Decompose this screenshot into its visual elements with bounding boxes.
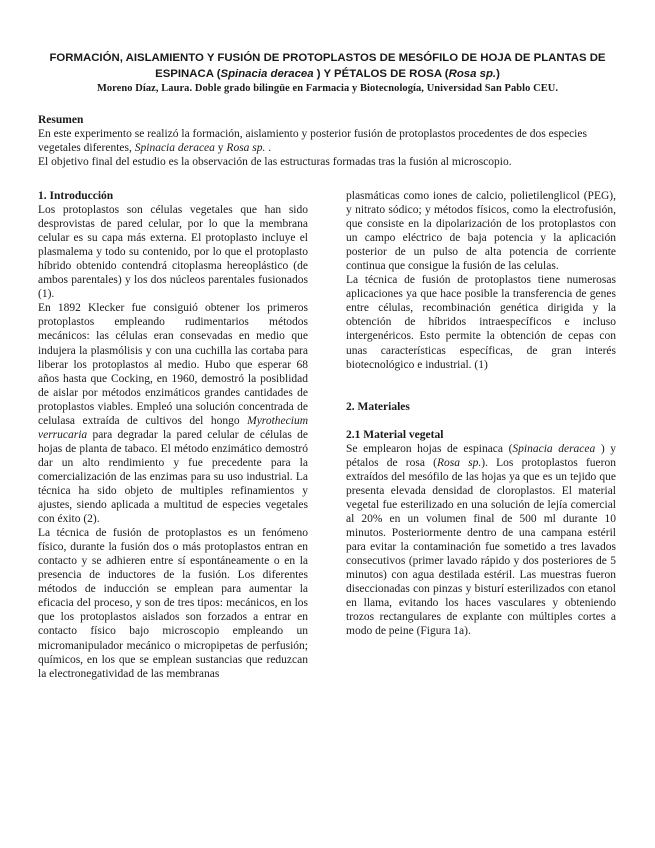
abstract (38, 113, 628, 169)
section-heading-introduccion: 1. Introducción (38, 190, 114, 202)
left-column (38, 189, 308, 681)
abstract-paragraph-2: El objetivo final del estudio es la observación de las estructuras formadas tras la fusión al microscopio. (38, 156, 512, 168)
right-column (346, 189, 616, 638)
subsection-heading-material-vegetal: 2.1 Material vegetal (346, 428, 444, 441)
abstract-heading: Resumen (38, 114, 84, 126)
species-spinacia: Spinacia deracea (220, 68, 314, 80)
authors-affiliation: Moreno Díaz, Laura. Doble grado bilingüe en Farmacia y Biotecnología, Universidad San Pablo CEU. (96, 83, 559, 94)
intro-paragraph-5: La técnica de fusión de protoplastos tiene numerosas aplicaciones ya que hace posible la transferencia de genes entre células, recombinación genética dirigida y la obtención de híbridos intraespecíficos e incluso intergenéricos. Esto permite la obtención de cepas con unas características específicas, de gran interés biotecnológico e industrial. (1) (346, 274, 616, 371)
species-rosa: Rosa sp. (448, 68, 497, 80)
title-line-1: FORMACIÓN, AISLAMIENTO Y FUSIÓN DE PROTOPLASTOS DE MESÓFILO DE HOJA DE PLANTAS DE (49, 52, 606, 64)
intro-paragraph-3: La técnica de fusión de protoplastos es un fenómeno físico, durante la fusión dos o más protoplastos entran en contacto y se adhieren entre sí espontáneamente o en la presencia de inductores de la fusión. Los diferentes métodos de inducción se emplean para aumentar la eficacia del proceso, y son de tres tipos: mecánicos, en los que los protoplastos aislados son forzados a entrar en contacto físico bajo microscopio empleando un micromanipulador mecánico o micropipetas de perfusión; químicos, en los que se emplean sustancias que reduzcan la electronegatividad de las membranas (38, 527, 308, 680)
section-heading-materiales: 2. Materiales (346, 400, 410, 413)
paper-title (30, 50, 625, 82)
intro-paragraph-2: En 1892 Klecker fue consiguió obtener los primeros protoplastos empleando rudimentarios métodos mecánicos: las células eran consevadas en medio que indujera la plasmólisis y con una cuchilla las cortaba para liberar los protoplastos al medio. Hubo que esperar 68 años hasta que Cocking, en 1960, demostró la posiblidad de aislar por métodos enzimáticos grandes cantidades de protoplastos viables. Empleó una solución concentrada de celulasa extraída de cultivos del hongo Myrothecium verrucaria para degradar la pared celular de células de hojas de planta de tabaco. El método enzimático demostró dar un alto rendimiento y fue precedente para la comercialización de las enzimas para su uso industrial. La técnica ha sido objeto de multiples refinamientos y ajustes, siendo aplicada a multitud de especies vegetales con éxito (2). (38, 302, 308, 526)
materials-paragraph: Se emplearon hojas de espinaca (Spinacia deracea ) y pétalos de rosa (Rosa sp.). Los protoplastos fueron extraídos del mesófilo de las hojas ya que es un tejido que presenta elevada densidad de cloroplastos. El material vegetal fue esterilizado en una solución de lejía comercial al 20% en un volumen final de 500 ml durante 10 minutos. Posteriormente dentro de una campana estéril para evitar la contaminación fue sometido a tres lavados consecutivos (primer lavado rápido y dos posteriores de 5 minutos) con agua destilada estéril. Las muestras fueron diseccionadas con pinzas y bisturí esterilizados con etanol en llama, evitando los haces vasculares y obteniendo trozos rectangulares de explante con múltiples cortes a modo de peine (Figura 1a). (346, 442, 616, 638)
title-line-2: ESPINACA (Spinacia deracea ) Y PÉTALOS DE ROSA (Rosa sp.) (155, 68, 500, 80)
intro-paragraph-4: plasmáticas como iones de calcio, polietilenglicol (PEG), y nitrato sódico; y métodos físicos, como la electrofusión, que consiste en la dipolarización de los protoplastos con un campo eléctrico de baja potencia y la aplicación posterior de un pulso de alta potencia de corriente continua que consigue la fusión de las celulas. (346, 190, 616, 273)
abstract-paragraph-1: En este experimento se realizó la formación, aislamiento y posterior fusión de protoplastos procedentes de dos especies vegetales diferentes, Spinacia deracea y Rosa sp. . (38, 128, 587, 154)
intro-paragraph-1: Los protoplastos son células vegetales que han sido desprovistas de pared celular, por lo que la membrana celular es su capa más externa. El protoplasto incluye el plasmalema y todo su contenido, por lo que el protoplasto híbrido obtenido contendrá citoplasma hereoplástico (de ambos parentales) y los dos núcleos parentales fusionados (1). (38, 204, 308, 301)
